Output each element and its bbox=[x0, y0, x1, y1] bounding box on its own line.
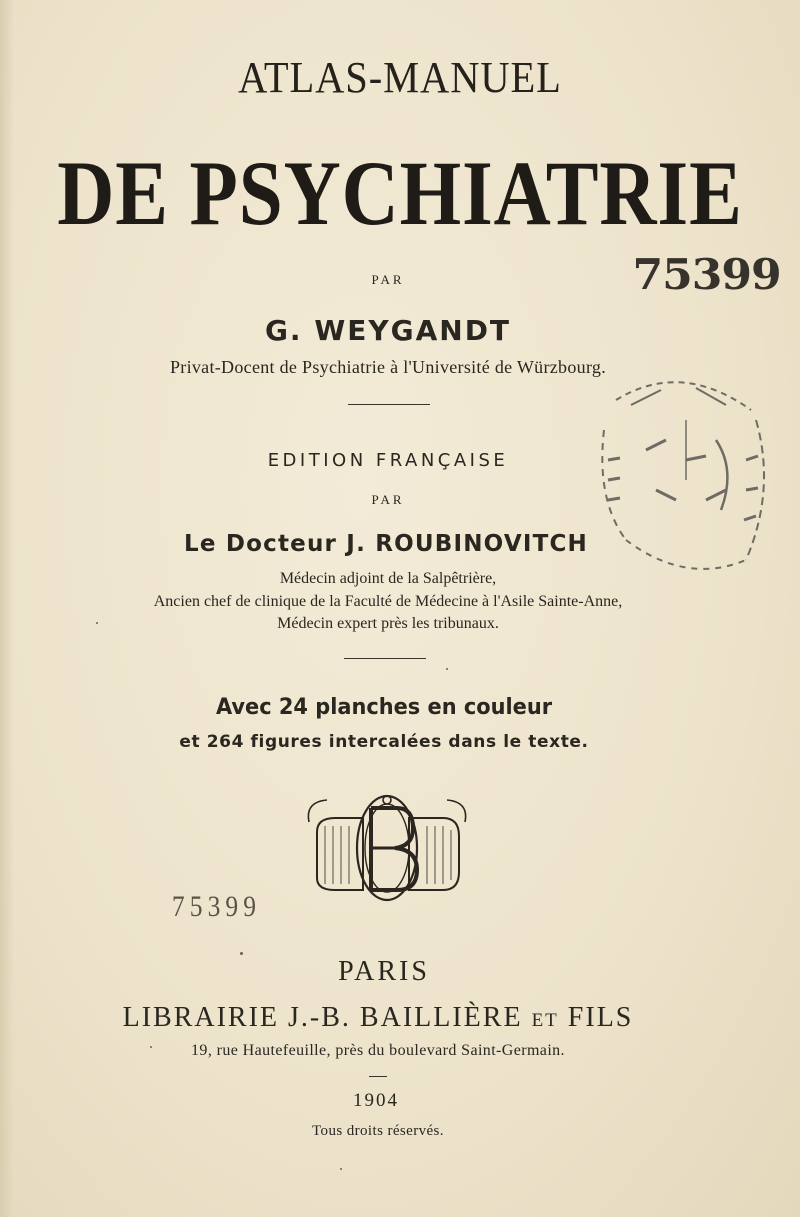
translator-name: Le Docteur J. ROUBINOVITCH bbox=[184, 531, 588, 557]
library-seal-stamp-icon bbox=[586, 360, 776, 590]
translator-title-2: Ancien chef de clinique de la Faculté de Médecine à l'Asile Sainte-Anne, bbox=[153, 593, 623, 610]
publisher-monogram-icon bbox=[305, 792, 470, 904]
inventory-number-stamp: 75399 bbox=[171, 890, 262, 923]
translator-title-1: Médecin adjoint de la Salpêtrière, bbox=[279, 570, 497, 587]
publisher-name bbox=[0, 1002, 778, 1034]
title-line-1: ATLAS-MANUEL bbox=[238, 53, 562, 102]
paper-speck bbox=[150, 1046, 152, 1048]
by-label: PAR bbox=[371, 272, 405, 287]
divider-rule bbox=[369, 1076, 387, 1077]
imprint-city: PARIS bbox=[338, 956, 430, 987]
by-label-translator: PAR bbox=[371, 492, 405, 507]
publisher-et: ET bbox=[531, 1010, 559, 1031]
edition-label: EDITION FRANÇAISE bbox=[267, 450, 509, 471]
divider-rule bbox=[348, 404, 430, 405]
illustrations-line-1: Avec 24 planches en couleur bbox=[215, 695, 553, 720]
translator-title-3: Médecin expert près les tribunaux. bbox=[277, 615, 499, 632]
publication-year: 1904 bbox=[353, 1090, 399, 1111]
publisher-name-part2: FILS bbox=[567, 1002, 634, 1033]
paper-speck bbox=[240, 952, 243, 955]
title-line-2: DE PSYCHIATRIE bbox=[57, 142, 743, 244]
paper-speck bbox=[96, 622, 98, 624]
illustrations-line-2: et 264 figures intercalées dans le texte. bbox=[179, 732, 589, 752]
author-affiliation: Privat-Docent de Psychiatrie à l'Université de Würzbourg. bbox=[169, 357, 607, 377]
rights-notice: Tous droits réservés. bbox=[312, 1123, 444, 1139]
publisher-name-part1: LIBRAIRIE J.-B. BAILLIÈRE bbox=[122, 1002, 523, 1033]
paper-speck bbox=[340, 1168, 342, 1170]
publisher-address: 19, rue Hautefeuille, près du boulevard Saint-Germain. bbox=[191, 1042, 565, 1059]
paper-speck bbox=[446, 668, 448, 670]
divider-rule bbox=[344, 658, 426, 659]
author-name: G. WEYGANDT bbox=[264, 314, 512, 347]
library-stamp-number: 75399 bbox=[632, 250, 781, 299]
